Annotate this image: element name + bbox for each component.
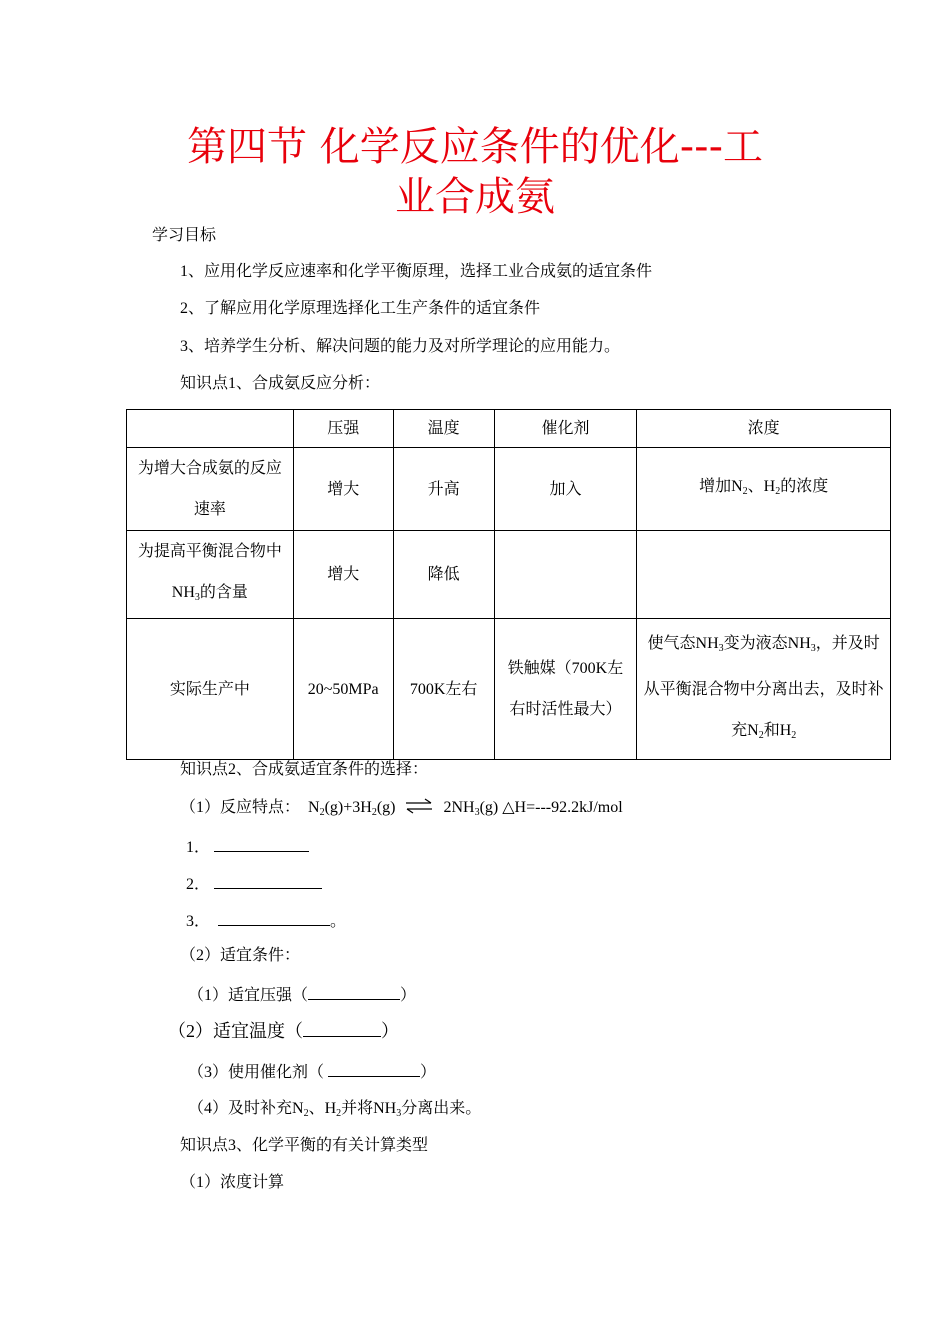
condition-pressure: （1）适宜压强（ ） bbox=[188, 983, 416, 1006]
answer-blank[interactable] bbox=[214, 835, 309, 852]
table-header-row bbox=[127, 410, 891, 448]
answer-blank[interactable] bbox=[218, 909, 330, 926]
conditions-heading: （2）适宜条件： bbox=[180, 947, 301, 964]
table-header-cell: 催化剂 bbox=[494, 410, 637, 448]
objective-item: 1、应用化学反应速率和化学平衡原理，选择工业合成氨的适宜条件 bbox=[180, 263, 653, 280]
answer-blank[interactable] bbox=[328, 1060, 420, 1077]
kp2-heading: 知识点2、合成氨适宜条件的选择： bbox=[180, 761, 429, 778]
kp3-item: （1）浓度计算 bbox=[180, 1174, 285, 1191]
answer-blank[interactable] bbox=[214, 872, 322, 889]
table-row bbox=[127, 448, 891, 531]
concentration-cell: 使气态$NH_3$变为液态$NH_3$，并及时从平衡混合物中分离出去，及时补充$N_2$和$H_2$ bbox=[637, 619, 891, 760]
kp3-heading: 知识点3、化学平衡的有关计算类型 bbox=[180, 1137, 429, 1154]
answer-blank[interactable] bbox=[303, 1020, 381, 1037]
condition-temperature: （2）适宜温度（ ） bbox=[168, 1021, 399, 1041]
pressure-cell: 增大 bbox=[293, 448, 393, 531]
feature-item: 3． 。 bbox=[186, 909, 346, 932]
objective-item: 2、了解应用化学原理选择化工生产条件的适宜条件 bbox=[180, 300, 541, 317]
kp1-heading: 知识点1、合成氨反应分析： bbox=[180, 375, 381, 392]
answer-blank[interactable] bbox=[308, 983, 400, 1000]
condition-catalyst: （3）使用催化剂（ ） bbox=[188, 1060, 436, 1083]
feature-item: 1． bbox=[186, 835, 309, 858]
concentration-cell bbox=[637, 531, 891, 619]
row-label: 为提高平衡混合物中$NH_3$的含量 bbox=[127, 531, 294, 619]
objectives-heading: 学习目标 bbox=[152, 227, 217, 244]
condition-separation: （4）及时补充$N_2$、$H_2$并将$NH_3$分离出来。 bbox=[188, 1100, 482, 1119]
reaction-analysis-table bbox=[126, 409, 891, 760]
objective-item: 3、培养学生分析、解决问题的能力及对所学理论的应用能力。 bbox=[180, 338, 621, 355]
table-header-cell: 温度 bbox=[393, 410, 494, 448]
table-row bbox=[127, 619, 891, 760]
table-header-cell: 压强 bbox=[293, 410, 393, 448]
catalyst-cell: 铁触媒（700K左右时活性最大） bbox=[494, 619, 637, 760]
temperature-cell: 700K左右 bbox=[393, 619, 494, 760]
temperature-cell: 降低 bbox=[393, 531, 494, 619]
title-line-1: 第四节 化学反应条件的优化---工 bbox=[186, 124, 763, 170]
feature-item: 2． bbox=[186, 872, 322, 895]
catalyst-cell bbox=[494, 531, 637, 619]
temperature-cell: 升高 bbox=[393, 448, 494, 531]
table-header-cell bbox=[127, 410, 294, 448]
document-title bbox=[0, 122, 950, 222]
title-line-2: 业合成氨 bbox=[395, 174, 555, 220]
equilibrium-arrow-icon bbox=[405, 798, 433, 814]
pressure-cell: 20~50MPa bbox=[293, 619, 393, 760]
row-label: 为增大合成氨的反应速率 bbox=[127, 448, 294, 531]
pressure-cell: 增大 bbox=[293, 531, 393, 619]
catalyst-cell: 加入 bbox=[494, 448, 637, 531]
row-label: 实际生产中 bbox=[127, 619, 294, 760]
table-row bbox=[127, 531, 891, 619]
table-header-cell: 浓度 bbox=[637, 410, 891, 448]
reaction-equation: （1）反应特点： $N_2(g)+3H_2(g)$ $2NH_3(g)$ △H=---92.2kJ/mol bbox=[180, 799, 623, 818]
concentration-cell: 增加$N_2$、$H_2$的浓度 bbox=[637, 448, 891, 531]
